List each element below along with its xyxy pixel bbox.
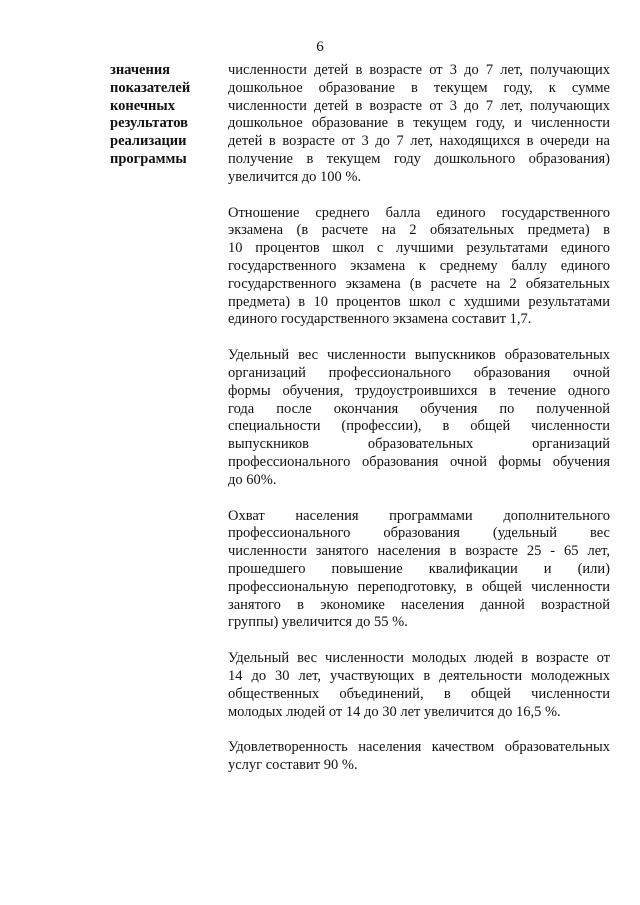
paragraph-satisfaction: [228, 739, 610, 775]
text-line: услуг составит 90 %.: [228, 757, 358, 774]
text-line: Удельный вес численности молодых людей в возрасте от: [228, 650, 610, 667]
text-line: предмета) в 10 процентов школ с худшими результатами: [228, 293, 610, 310]
text-line: Удовлетворенность населения качеством образовательных: [228, 739, 610, 756]
text-line: молодых людей от 14 до 30 лет увеличится до 16,5 %.: [228, 703, 561, 720]
text-line: Удельный вес численности выпускников образовательных: [228, 347, 610, 364]
text-line: года после окончания обучения по полученной: [228, 400, 610, 417]
text-line: 14 до 30 лет, участвующих в деятельности молодежных: [228, 667, 610, 684]
paragraph-preschool: [228, 62, 610, 187]
text-line: государственного экзамена к среднему баллу единого: [228, 257, 610, 274]
text-line: получение в текущем году дошкольного образования): [228, 150, 610, 167]
text-line: общественных объединений, в общей численности: [228, 685, 610, 702]
text-line: численности занятого населения в возрасте 25 - 65 лет,: [228, 543, 610, 560]
text-line: до 60%.: [228, 471, 277, 488]
text-line: специальности (профессии), в общей численности: [228, 418, 610, 435]
indicator-text: [228, 62, 610, 793]
paragraph-youth-associations: [228, 650, 610, 721]
text-line: государственного экзамена (в расчете на 2 обязательных: [228, 275, 610, 292]
text-line: группы) увеличится до 55 %.: [228, 614, 408, 631]
text-line: профессионального образования очной формы обучения: [228, 453, 610, 470]
row-label-line: значения: [110, 62, 171, 78]
text-line: дошкольное образование в текущем году, к сумме: [228, 79, 610, 96]
row-label-line: результатов: [110, 115, 188, 132]
row-label-line: реализации: [110, 133, 187, 150]
text-line: численности детей в возрасте от 3 до 7 лет, получающих: [228, 62, 610, 78]
text-line: формы обучения, трудоустроившихся в течение одного: [228, 382, 610, 399]
text-line: Отношение среднего балла единого государственного: [228, 204, 610, 221]
paragraph-exam-ratio: [228, 205, 610, 330]
text-line: дошкольное образование в текущем году, и численности: [228, 115, 610, 132]
row-label: [110, 62, 220, 169]
text-line: профессиональную переподготовку, в общей численности: [228, 578, 610, 595]
text-line: занятого в экономике населения данной возрастной: [228, 596, 610, 613]
text-line: детей в возрасте от 3 до 7 лет, находящихся в очереди на: [228, 133, 610, 150]
row-label-line: программы: [110, 150, 187, 167]
text-line: численности детей в возрасте от 3 до 7 лет, получающих: [228, 97, 610, 114]
text-line: выпускников образовательных организаций: [228, 436, 610, 453]
text-line: прошедшего повышение квалификации и (или): [228, 560, 610, 577]
text-line: увеличится до 100 %.: [228, 168, 362, 185]
page-number: 6: [316, 39, 324, 55]
paragraph-additional-education: [228, 508, 610, 633]
text-line: Охват населения программами дополнительного: [228, 507, 610, 524]
row-label-line: конечных: [110, 97, 175, 114]
text-line: организаций профессионального образования очной: [228, 364, 610, 381]
text-line: профессионального образования (удельный вес: [228, 525, 610, 542]
text-line: 10 процентов школ с лучшими результатами единого: [228, 240, 610, 257]
text-line: единого государственного экзамена составит 1,7.: [228, 311, 532, 328]
text-line: экзамена (в расчете на 2 обязательных предмета) в: [228, 222, 610, 239]
row-label-line: показателей: [110, 79, 191, 96]
paragraph-graduate-employment: [228, 347, 610, 489]
